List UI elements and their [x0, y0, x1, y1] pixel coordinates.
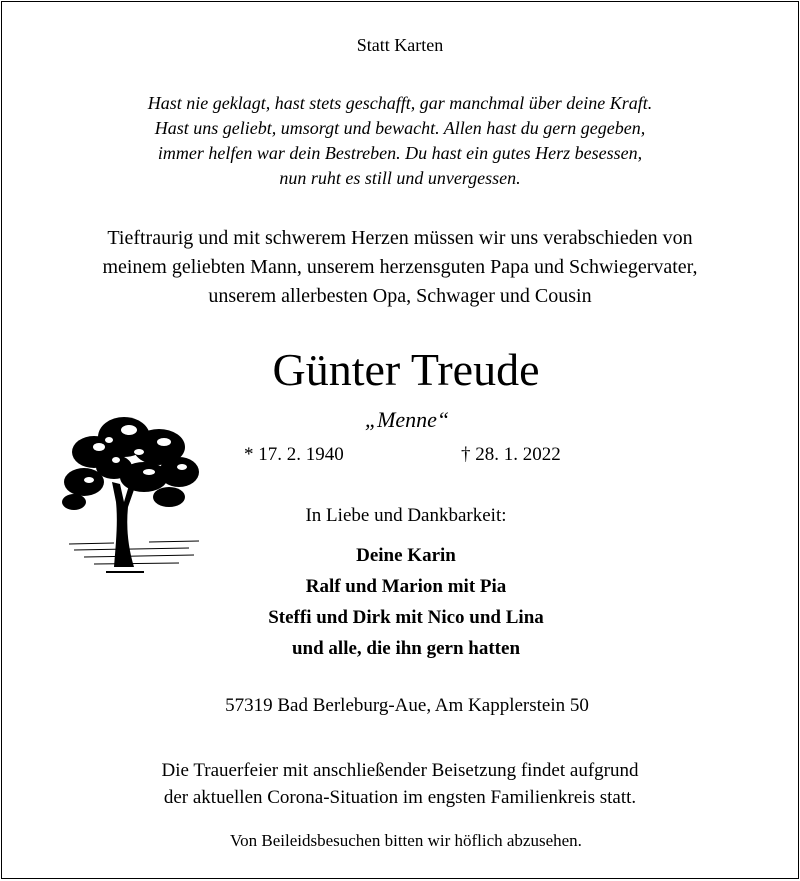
family-member: Deine Karin [356, 545, 456, 566]
visits-note: Von Beileidsbesuchen bitten wir höflich abzusehen. [230, 831, 582, 850]
death-date: † 28. 1. 2022 [461, 444, 561, 465]
family-member: und alle, die ihn gern hatten [291, 638, 521, 659]
ceremony-note [2, 757, 798, 811]
obituary-notice [1, 1, 799, 879]
thanks-heading: In Liebe und Dankbarkeit: [305, 505, 507, 526]
message-line: Tieftraurig und mit schwerem Herzen müssen wir uns verabschieden von [107, 227, 693, 249]
poem [2, 91, 798, 191]
message-line: meinem geliebten Mann, unserem herzensguten Papa und Schwiegervater, [102, 256, 698, 278]
poem-line: immer helfen war dein Bestreben. Du hast ein gutes Herz besessen, [157, 143, 643, 163]
deceased-name: Günter Treude [272, 344, 540, 395]
family-member: Ralf und Marion mit Pia [305, 576, 507, 597]
address: 57319 Bad Berleburg-Aue, Am Kapplerstein 50 [225, 695, 589, 716]
family-signatures [14, 540, 798, 664]
birth-date: * 17. 2. 1940 [244, 444, 344, 465]
deceased-nickname: „Menne“ [364, 407, 450, 432]
intro-text: Statt Karten [356, 35, 444, 55]
ceremony-line: der aktuellen Corona-Situation im engsten Familienkreis statt. [163, 787, 637, 808]
message-line: unserem allerbesten Opa, Schwager und Cousin [208, 285, 592, 307]
poem-line: Hast uns geliebt, umsorgt und bewacht. Allen hast du gern gegeben, [154, 118, 646, 138]
poem-line: Hast nie geklagt, hast stets geschafft, gar manchmal über deine Kraft. [147, 93, 653, 113]
poem-line: nun ruht es still und unvergessen. [279, 168, 521, 188]
ceremony-line: Die Trauerfeier mit anschließender Beisetzung findet aufgrund [161, 760, 639, 781]
mourning-message [2, 224, 798, 311]
family-member: Steffi und Dirk mit Nico und Lina [268, 607, 544, 628]
